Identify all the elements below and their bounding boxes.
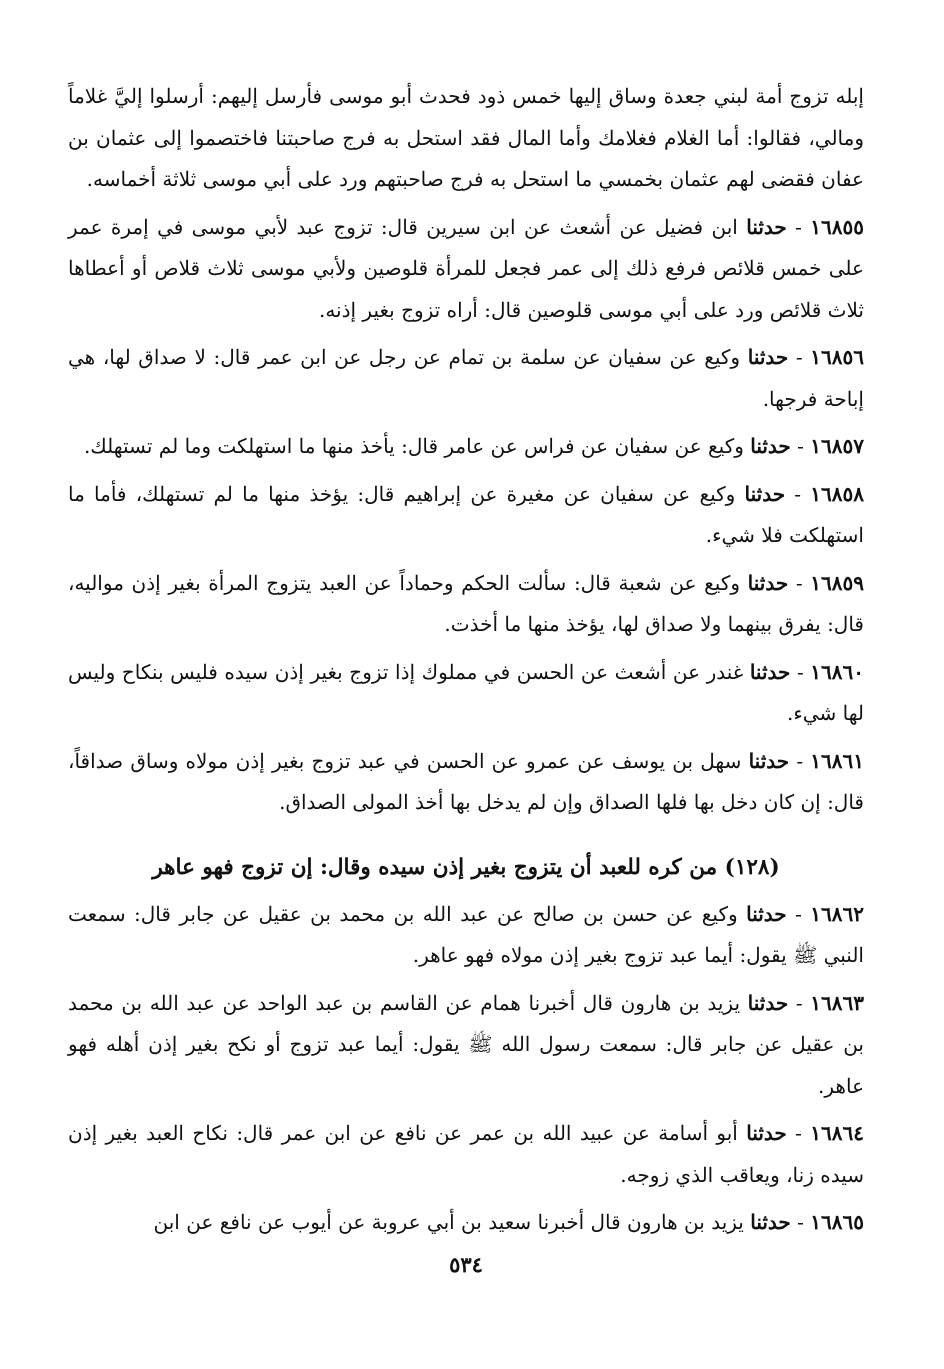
hadith-lead: حدثنا bbox=[744, 481, 786, 506]
hadith-lead: حدثنا bbox=[746, 901, 787, 926]
hadith-text: يزيد بن هارون قال أخبرنا سعيد بن أبي عروبة عن أيوب عن نافع عن ابن bbox=[153, 1210, 744, 1234]
hadith-entry: ١٦٨٦٥ - حدثنا يزيد بن هارون قال أخبرنا سعيد بن أبي عروبة عن أيوب عن نافع عن ابن bbox=[153, 1210, 864, 1234]
hadith-number: ١٦٨٥٦ bbox=[810, 345, 864, 369]
hadith-text: غندر عن أشعث عن الحسن في مملوك إذا تزوج بغير إذن سيده فليس بنكاح وليس لها شيء. bbox=[68, 659, 864, 725]
hadith-text: وكيع عن حسن بن صالح عن عبد الله بن محمد بن عقيل عن جابر قال: سمعت النبي ﷺ يقول: أيما عبد تزوج بغير إذن مولاه فهو عاهر. bbox=[68, 901, 864, 967]
hadith-text: أبو أسامة عن عبيد الله بن عمر عن نافع عن ابن عمر قال: نكاح العبد بغير إذن سيده زنا، ويعاقب الذي زوجه. bbox=[68, 1121, 864, 1187]
hadith-number: ١٦٨٦٥ bbox=[810, 1210, 864, 1234]
hadith-number: ١٦٨٥٨ bbox=[810, 481, 864, 506]
hadith-text: يزيد بن هارون قال أخبرنا همام عن القاسم بن عبد الواحد عن عبد الله بن محمد بن عقيل عن جابر قال: سمعت رسول الله ﷺ يقول: أيما عبد تزوج أو نكح بغير إذن أهله فهو عاهر. bbox=[68, 990, 864, 1098]
hadith-lead: حدثنا bbox=[746, 214, 787, 239]
hadith-lead: حدثنا bbox=[747, 345, 789, 369]
hadith-text: وكيع عن سفيان عن سلمة بن تمام عن رجل عن ابن عمر قال: لا صداق لها، هي إباحة فرجها. bbox=[68, 345, 864, 411]
entries-group-b bbox=[68, 894, 864, 1244]
entries-group-a bbox=[68, 207, 864, 824]
hadith-text: وكيع عن شعبة قال: سألت الحكم وحماداً عن العبد يتزوج المرأة بغير إذن مواليه، قال: يفرق بينهما ولا صداق لها، يؤخذ منها ما أخذت. bbox=[68, 570, 864, 636]
hadith-entry: ١٦٨٦٤ - حدثنا أبو أسامة عن عبيد الله بن عمر عن نافع عن ابن عمر قال: نكاح العبد بغير إذن سيده زنا، ويعاقب الذي زوجه. bbox=[68, 1121, 864, 1187]
hadith-entry: ١٦٨٥٦ - حدثنا وكيع عن سفيان عن سلمة بن تمام عن رجل عن ابن عمر قال: لا صداق لها، هي إباحة فرجها. bbox=[68, 345, 864, 411]
hadith-lead: حدثنا bbox=[746, 1121, 787, 1145]
hadith-text: وكيع عن سفيان عن فراس عن عامر قال: يأخذ منها ما استهلكت وما لم تستهلك. bbox=[83, 434, 744, 458]
hadith-lead: حدثنا bbox=[749, 659, 791, 684]
hadith-entry: ١٦٨٦٣ - حدثنا يزيد بن هارون قال أخبرنا همام عن القاسم بن عبد الواحد عن عبد الله بن محمد بن عقيل عن جابر قال: سمعت رسول الله ﷺ يقول: أيما عبد تزوج أو نكح بغير إذن أهله فهو عاهر. bbox=[68, 990, 864, 1098]
hadith-text: وكيع عن سفيان عن مغيرة عن إبراهيم قال: يؤخذ منها ما لم تستهلك، فأما ما استهلكت فلا شيء. bbox=[68, 481, 864, 547]
hadith-entry: ١٦٨٥٨ - حدثنا وكيع عن سفيان عن مغيرة عن إبراهيم قال: يؤخذ منها ما لم تستهلك، فأما ما استهلكت فلا شيء. bbox=[68, 481, 864, 547]
hadith-entry: ١٦٨٦٠ - حدثنا غندر عن أشعث عن الحسن في مملوك إذا تزوج بغير إذن سيده فليس بنكاح وليس لها شيء. bbox=[68, 659, 865, 725]
hadith-entry: ١٦٨٥٥ - حدثنا ابن فضيل عن أشعث عن ابن سيرين قال: تزوج عبد لأبي موسى في إمرة عمر على خمس قلائص فرفع ذلك إلى عمر فجعل للمرأة قلوصين ولأبي موسى ثلاث قلاص أو أعطاها ثلاث قلائص ورد على أبي موسى قلوصين قال: أراه تزوج بغير إذنه. bbox=[68, 214, 865, 322]
hadith-number: ١٦٨٥٩ bbox=[810, 570, 864, 595]
hadith-lead: حدثنا bbox=[747, 570, 789, 595]
hadith-number: ١٦٨٥٧ bbox=[810, 434, 864, 458]
hadith-lead: حدثنا bbox=[750, 1210, 791, 1234]
hadith-entry: ١٦٨٦١ - حدثنا سهل بن يوسف عن عمرو عن الحسن في عبد تزوج بغير إذن مولاه وساق صداقاً، قال: إن كان دخل بها فلها الصداق وإن لم يدخل بها أخذ المولى الصداق. bbox=[68, 748, 864, 814]
hadith-entry: ١٦٨٥٩ - حدثنا وكيع عن شعبة قال: سألت الحكم وحماداً عن العبد يتزوج المرأة بغير إذن مواليه، قال: يفرق بينهما ولا صداق لها، يؤخذ منها ما أخذت. bbox=[68, 570, 864, 636]
chapter-heading: (١٢٨) من كره للعبد أن يتزوج بغير إذن سيده وقال: إن تزوج فهو عاهر bbox=[152, 854, 780, 880]
hadith-entry: ١٦٨٥٧ - حدثنا وكيع عن سفيان عن فراس عن عامر قال: يأخذ منها ما استهلكت وما لم تستهلك. bbox=[83, 434, 864, 458]
hadith-number: ١٦٨٦١ bbox=[810, 748, 864, 773]
intro-paragraph: إبله تزوج أمة لبني جعدة وساق إليها خمس ذود فحدث أبو موسى فأرسل إليهم: أرسلوا إليَّ غلاماً ومالي، فقالوا: أما الغلام فغلامك وأما المال فقد استحل به فرج صاحبتنا فاختصموا إلى عثمان بن عفان فقضى لهم عثمان بخمسي ما استحل به فرج صاحبتهم ورد على أبي موسى ثلاثة أخماسه. bbox=[68, 84, 864, 191]
hadith-lead: حدثنا bbox=[748, 748, 790, 773]
hadith-entry: ١٦٨٦٢ - حدثنا وكيع عن حسن بن صالح عن عبد الله بن محمد بن عقيل عن جابر قال: سمعت النبي ﷺ يقول: أيما عبد تزوج بغير إذن مولاه فهو عاهر. bbox=[68, 901, 864, 967]
hadith-number: ١٦٨٦٣ bbox=[810, 990, 864, 1015]
hadith-lead: حدثنا bbox=[747, 990, 789, 1015]
hadith-text: ابن فضيل عن أشعث عن ابن سيرين قال: تزوج عبد لأبي موسى في إمرة عمر على خمس قلائص فرفع ذلك إلى عمر فجعل للمرأة قلوصين ولأبي موسى ثلاث قلاص أو أعطاها ثلاث قلائص ورد على أبي موسى قلوصين قال: أراه تزوج بغير إذنه. bbox=[68, 214, 864, 322]
hadith-text: سهل بن يوسف عن عمرو عن الحسن في عبد تزوج بغير إذن مولاه وساق صداقاً، قال: إن كان دخل بها فلها الصداق وإن لم يدخل بها أخذ المولى الصداق. bbox=[68, 748, 864, 814]
hadith-number: ١٦٨٥٥ bbox=[810, 214, 865, 239]
hadith-number: ١٦٨٦٢ bbox=[810, 901, 864, 926]
hadith-lead: حدثنا bbox=[750, 434, 791, 458]
page-number: ٥٣٤ bbox=[449, 1251, 483, 1277]
hadith-number: ١٦٨٦٤ bbox=[810, 1121, 864, 1145]
hadith-number: ١٦٨٦٠ bbox=[810, 659, 865, 684]
